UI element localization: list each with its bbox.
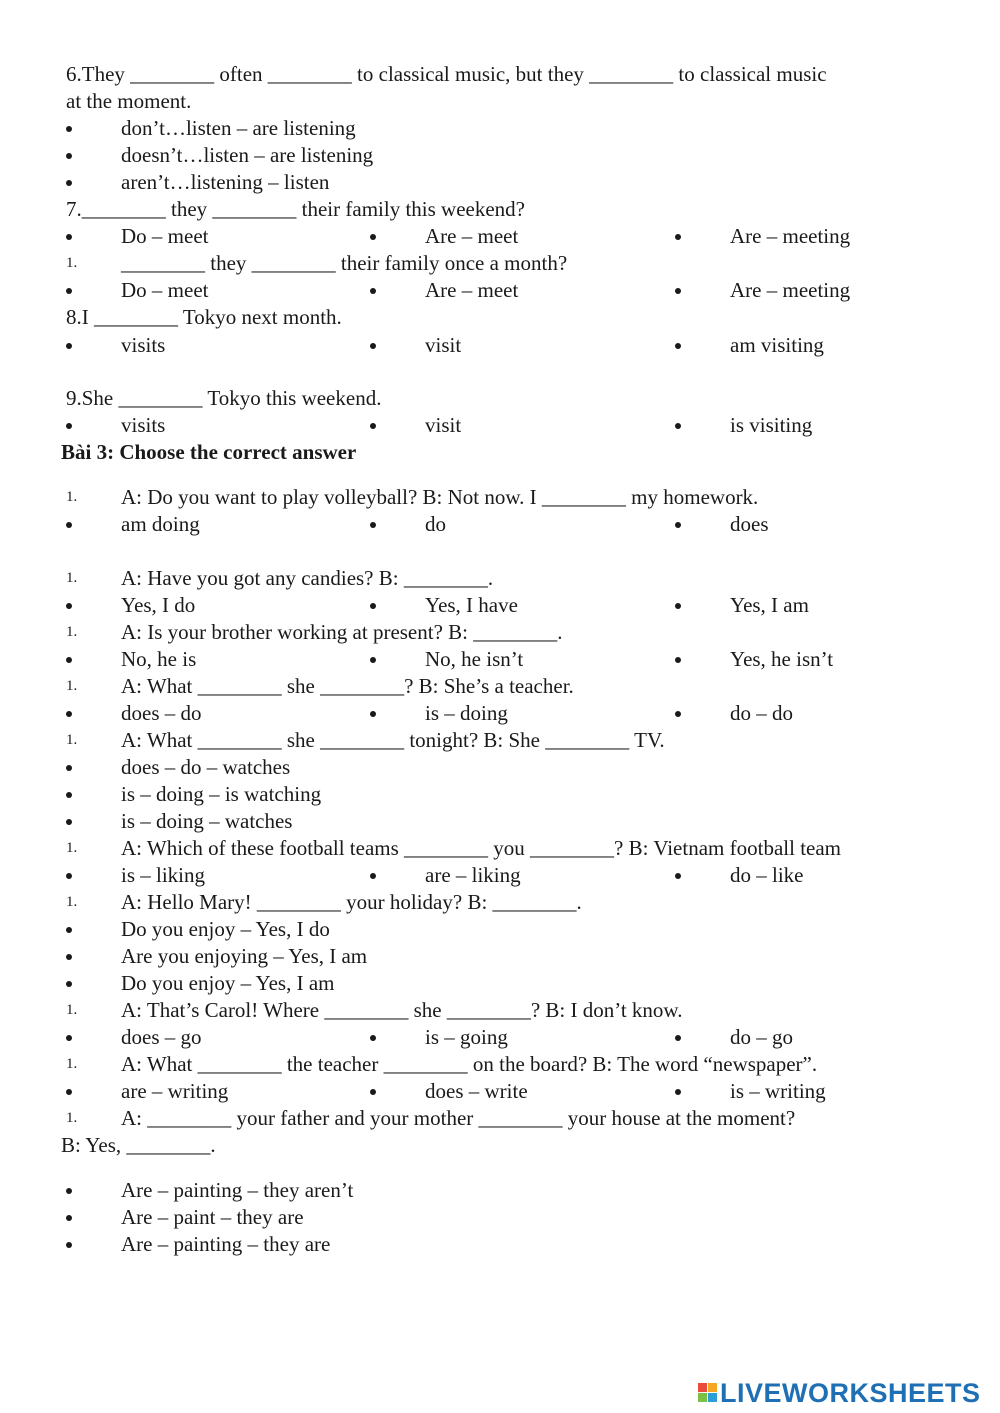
bullet-icon <box>66 711 72 717</box>
option[interactable]: does – do – watches <box>0 754 1000 781</box>
bullet-icon <box>675 423 681 429</box>
bullet-icon <box>66 423 72 429</box>
bullet-icon <box>66 1035 72 1041</box>
bullet-icon <box>66 234 72 240</box>
option[interactable]: Yes, he isn’t <box>730 647 834 671</box>
bullet-icon <box>370 288 376 294</box>
bullet-icon <box>66 288 72 294</box>
option-row <box>0 700 1000 727</box>
question-7-stem: 7.________ they ________ their family this weekend? <box>66 197 525 221</box>
bullet-icon <box>66 126 72 132</box>
option[interactable]: is visiting <box>730 413 813 437</box>
bullet-icon <box>370 603 376 609</box>
option-row <box>0 646 1000 673</box>
option-row <box>0 592 1000 619</box>
option[interactable]: is – doing <box>425 701 508 725</box>
bullet-icon <box>675 711 681 717</box>
question-stem: 1. A: Do you want to play volleyball? B: Not now. I ________ my homework. <box>66 485 759 509</box>
option[interactable]: Are – meet <box>425 278 519 302</box>
option[interactable]: Are – painting – they aren’t <box>0 1177 1000 1204</box>
option[interactable]: visits <box>121 333 166 357</box>
option-row <box>0 511 1000 538</box>
option[interactable]: Are – meet <box>425 224 519 248</box>
option[interactable]: is – doing – is watching <box>0 781 1000 808</box>
option[interactable]: are – writing <box>121 1079 229 1103</box>
option[interactable]: am visiting <box>730 333 824 357</box>
logo-text: LIVEWORKSHEETS <box>720 1377 981 1408</box>
question-9-stem: 9.She ________ Tokyo this weekend. <box>66 386 382 410</box>
bullet-icon <box>66 1215 72 1221</box>
option-row <box>0 223 1000 250</box>
option[interactable]: is – doing – watches <box>0 808 1000 835</box>
option[interactable]: Are you enjoying – Yes, I am <box>0 943 1000 970</box>
option[interactable]: does – do <box>121 701 202 725</box>
option-row <box>0 862 1000 889</box>
bullet-icon <box>370 522 376 528</box>
option[interactable]: does – write <box>425 1079 528 1103</box>
question-stem: 1. A: ________ your father and your mother ________ your house at the moment? <box>66 1106 796 1130</box>
bullet-icon <box>675 522 681 528</box>
option[interactable]: does <box>730 512 769 536</box>
bullet-icon <box>370 343 376 349</box>
bullet-icon <box>66 180 72 186</box>
option-row <box>0 412 1000 439</box>
option-row <box>0 332 1000 359</box>
bullet-icon <box>370 873 376 879</box>
bullet-icon <box>66 819 72 825</box>
logo-mark-icon <box>698 1383 718 1403</box>
option[interactable]: visits <box>121 413 166 437</box>
bullet-icon <box>66 792 72 798</box>
liveworksheets-logo[interactable] <box>698 1378 981 1408</box>
option[interactable]: No, he isn’t <box>425 647 524 671</box>
bullet-icon <box>675 873 681 879</box>
bullet-icon <box>675 288 681 294</box>
bullet-icon <box>370 234 376 240</box>
option[interactable]: visit <box>425 333 462 357</box>
question-stem: 1. A: That’s Carol! Where ________ she ________? B: I don’t know. <box>66 998 683 1022</box>
bullet-icon <box>675 343 681 349</box>
question-stem: 1. A: Which of these football teams ________ you ________? B: Vietnam football team <box>66 836 841 860</box>
bullet-icon <box>66 603 72 609</box>
option[interactable]: doesn’t…listen – are listening <box>0 142 1000 169</box>
option[interactable]: Do you enjoy – Yes, I am <box>0 970 1000 997</box>
bullet-icon <box>66 1089 72 1095</box>
bullet-icon <box>66 1188 72 1194</box>
bullet-icon <box>66 343 72 349</box>
option[interactable]: do – like <box>730 863 804 887</box>
option[interactable]: do <box>425 512 446 536</box>
bullet-icon <box>675 1035 681 1041</box>
bullet-icon <box>66 765 72 771</box>
option[interactable]: Do – meet <box>121 224 209 248</box>
question-stem-cont: B: Yes, ________. <box>61 1133 216 1157</box>
option-row <box>0 277 1000 304</box>
option[interactable]: Are – meeting <box>730 278 851 302</box>
option[interactable]: do – do <box>730 701 793 725</box>
bullet-icon <box>66 657 72 663</box>
question-stem: 1. A: What ________ she ________ tonight? B: She ________ TV. <box>66 728 665 752</box>
question-7b-stem: 1. ________ they ________ their family once a month? <box>66 251 568 275</box>
question-stem: 1. A: What ________ the teacher ________ on the board? B: The word “newspaper”. <box>66 1052 818 1076</box>
option[interactable]: is – liking <box>121 863 206 887</box>
bullet-icon <box>370 423 376 429</box>
question-6-stem-cont: at the moment. <box>66 89 192 113</box>
bullet-icon <box>370 1035 376 1041</box>
bullet-icon <box>66 927 72 933</box>
option[interactable]: don’t…listen – are listening <box>0 115 1000 142</box>
option[interactable]: Yes, I have <box>425 593 518 617</box>
section-3-title: Bài 3: Choose the correct answer <box>61 440 357 464</box>
option[interactable]: Yes, I do <box>121 593 196 617</box>
option[interactable]: does – go <box>121 1025 202 1049</box>
bullet-icon <box>370 657 376 663</box>
bullet-icon <box>675 234 681 240</box>
bullet-icon <box>675 657 681 663</box>
option[interactable]: Do you enjoy – Yes, I do <box>0 916 1000 943</box>
option-row <box>0 1078 1000 1105</box>
option[interactable]: Are – painting – they are <box>0 1231 1000 1258</box>
bullet-icon <box>66 981 72 987</box>
option-row <box>0 1024 1000 1051</box>
option[interactable]: Are – meeting <box>730 224 851 248</box>
question-stem: 1. A: Hello Mary! ________ your holiday? B: ________. <box>66 890 582 914</box>
bullet-icon <box>675 603 681 609</box>
option[interactable]: is – going <box>425 1025 508 1049</box>
bullet-icon <box>675 1089 681 1095</box>
bullet-icon <box>370 711 376 717</box>
option[interactable]: are – liking <box>425 863 521 887</box>
bullet-icon <box>66 873 72 879</box>
option[interactable]: am doing <box>121 512 200 536</box>
option[interactable]: is – writing <box>730 1079 826 1103</box>
bullet-icon <box>66 954 72 960</box>
option[interactable]: do – go <box>730 1025 793 1049</box>
bullet-icon <box>66 1242 72 1248</box>
option[interactable]: visit <box>425 413 462 437</box>
question-8-stem: 8.I ________ Tokyo next month. <box>66 305 342 329</box>
option[interactable]: Do – meet <box>121 278 209 302</box>
option[interactable]: Are – paint – they are <box>0 1204 1000 1231</box>
option[interactable]: aren’t…listening – listen <box>0 169 1000 196</box>
option[interactable]: No, he is <box>121 647 197 671</box>
question-stem: 1. A: Have you got any candies? B: ________. <box>66 566 494 590</box>
question-6-stem: 6.They ________ often ________ to classical music, but they ________ to classical music <box>66 62 827 86</box>
option[interactable]: Yes, I am <box>730 593 809 617</box>
bullet-icon <box>66 522 72 528</box>
question-stem: 1. A: What ________ she ________? B: She’s a teacher. <box>66 674 574 698</box>
question-stem: 1. A: Is your brother working at present? B: ________. <box>66 620 563 644</box>
bullet-icon <box>370 1089 376 1095</box>
bullet-icon <box>66 153 72 159</box>
